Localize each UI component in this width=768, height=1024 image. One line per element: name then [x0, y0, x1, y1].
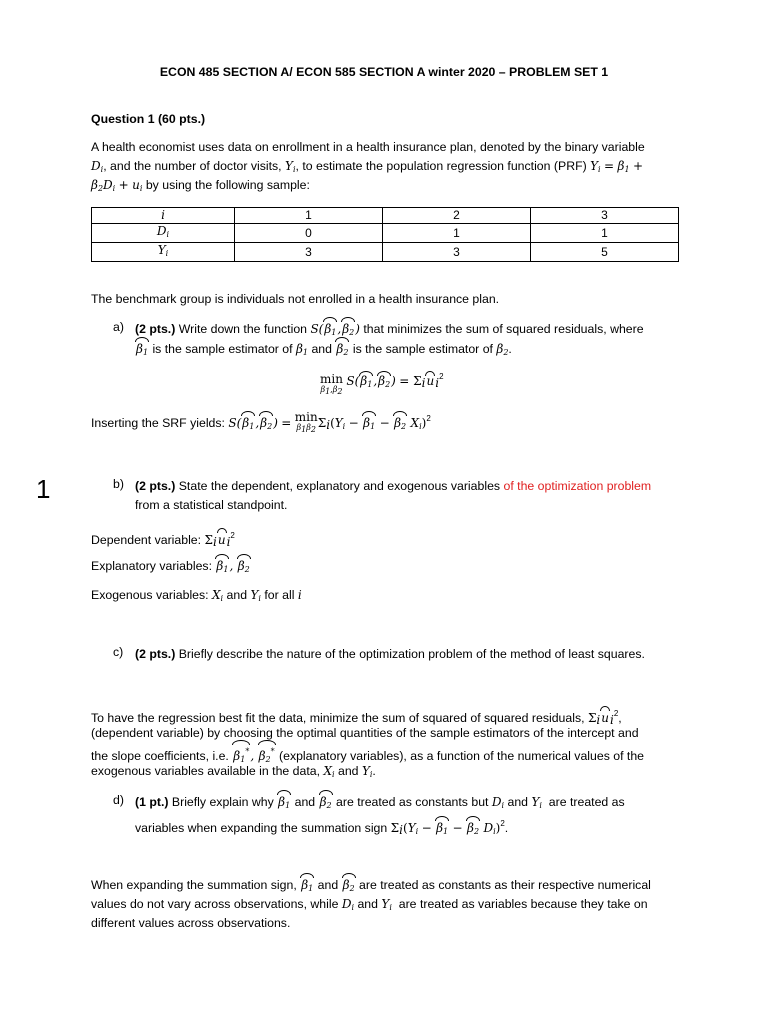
- part-c-answer-2: (dependent variable) by choosing the optimal quantities of the sample estimators of the intercept and: [91, 726, 639, 740]
- part-d-text: variables when expanding the summation sign: [135, 821, 388, 835]
- part-c-line: [135, 645, 645, 663]
- table-row-label: $Y_i$: [92, 243, 235, 262]
- part-b-line-2: from a statistical standpoint.: [135, 498, 288, 512]
- intro-line-3: $\beta_2D_i + u_i$ by using the following sample:: [91, 178, 310, 193]
- part-d-points: (1 pt.): [135, 795, 169, 809]
- table-cell: 3: [531, 208, 679, 224]
- part-b-highlight: of the optimization problem: [503, 479, 652, 493]
- part-c-text: Briefly describe the nature of the optimization problem of the method of least squares.: [178, 647, 645, 661]
- part-d-answer-text: values do not vary across observations, while: [91, 897, 339, 911]
- part-c-answer-text: exogenous variables available in the data,: [91, 764, 321, 778]
- part-a-text: is the sample estimator of: [152, 342, 293, 356]
- table-cell: 1: [383, 224, 531, 243]
- page-title: ECON 485 SECTION A/ ECON 585 SECTION A winter 2020 – PROBLEM SET 1: [159, 65, 609, 79]
- intro-text-4: by using the following sample:: [145, 178, 310, 192]
- part-d-answer-text: are treated as constants as their respective numerical: [359, 878, 651, 892]
- part-d-answer-3: different values across observations.: [91, 916, 291, 930]
- part-c-answer-text: To have the regression best fit the data, minimize the sum of squared of squared residuals,: [91, 711, 585, 725]
- explanatory-variable-line: Explanatory variables: $\beta_1$, $\beta_2$: [91, 557, 251, 579]
- intro-line-2: $D_i$, and the number of doctor visits, $Y_i$, to estimate the population regression function (PRF) $Y_i = \beta_1$ +: [91, 159, 644, 174]
- table-row-label: $D_i$: [92, 224, 235, 243]
- part-a-line-2: $\beta_1$ is the sample estimator of $\beta_1$ and $\beta_2$ is the sample estimator of $\beta_2$.: [135, 340, 512, 362]
- exogenous-tail: for all: [264, 588, 295, 602]
- part-a-text: Write down the function: [178, 322, 308, 336]
- part-a-text: and: [311, 342, 332, 356]
- exogenous-and: and: [226, 588, 248, 602]
- sample-table: [91, 207, 679, 262]
- part-c-answer-text: the slope coefficients, i.e.: [91, 749, 229, 763]
- table-row: [92, 208, 679, 224]
- part-c-answer-1: To have the regression best fit the data, minimize the sum of squared of squared residuals, $\Sigma_iu_i^2$,: [91, 709, 622, 727]
- table-cell: 3: [383, 243, 531, 262]
- table-cell: 2: [383, 208, 531, 224]
- table-row: [92, 243, 679, 262]
- part-b-line-1: [135, 477, 651, 495]
- part-b-points: (2 pts.): [135, 479, 176, 493]
- table-cell: 3: [235, 243, 383, 262]
- part-d-answer-text: are treated as variables because they take on: [398, 897, 648, 911]
- dependent-label: Dependent variable:: [91, 533, 202, 547]
- exogenous-variable-line: Exogenous variables: $X_i$ and $Y_i$ for all i: [91, 588, 302, 603]
- part-c-label: c): [113, 645, 124, 659]
- srf-prefix: Inserting the SRF yields:: [91, 416, 225, 430]
- part-d-answer-text: When expanding the summation sign,: [91, 878, 297, 892]
- benchmark-text: The benchmark group is individuals not enrolled in a health insurance plan.: [91, 292, 500, 306]
- part-b-text: State the dependent, explanatory and exogenous variables: [178, 479, 501, 493]
- part-c-answer-text: and: [337, 764, 359, 778]
- part-d-label: d): [113, 793, 124, 807]
- part-d-answer-2: values do not vary across observations, while $D_i$ and $Y_i$ are treated as variables because they take on: [91, 897, 648, 912]
- srf-line: Inserting the SRF yields: $S(\beta_1,\beta_2)$ = min $\beta_1\beta_2$ $\Sigma_i(Y_i - \beta_1 - \beta_2$ $X_i)^2$: [91, 410, 431, 434]
- intro-text-1: A health economist uses data on enrollment in a health insurance plan, denoted by the binary variable: [91, 140, 645, 154]
- part-d-line-1: (1 pt.) Briefly explain why $\beta_1$ and $\beta_2$ are treated as constants but $D_i$ and $Y_i$ are treated as: [135, 793, 625, 815]
- part-a-text: that minimizes the sum of squared residuals, where: [363, 322, 644, 336]
- exogenous-label: Exogenous variables:: [91, 588, 209, 602]
- part-d-answer-text: and: [357, 897, 378, 911]
- intro-text-3: , to estimate the population regression function (PRF): [295, 159, 587, 173]
- margin-page-number: 1: [36, 474, 51, 504]
- table-cell: 5: [531, 243, 679, 262]
- table-row-label: i: [92, 208, 235, 224]
- part-d-line-2: variables when expanding the summation sign $\Sigma_i(Y_i - \beta_1 - \beta_2$ $D_i)^2$.: [135, 815, 508, 841]
- part-c-points: (2 pts.): [135, 647, 176, 661]
- part-b-label: b): [113, 477, 124, 491]
- question-heading: Question 1 (60 pts.): [91, 112, 206, 126]
- part-c-answer-3: the slope coefficients, i.e. $\beta_1^*$, $\beta_2^*$ (explanatory variables), as a function of the numerical values of the: [91, 743, 644, 769]
- part-a-points: (2 pts.): [135, 322, 176, 336]
- part-a-text: is the sample estimator of: [352, 342, 493, 356]
- intro-line-1: [91, 138, 645, 156]
- intro-text-2: , and the number of doctor visits,: [103, 159, 282, 173]
- part-d-answer-text: and: [317, 878, 339, 892]
- min-equation: min $\beta_1,\beta_2$ $S(\beta_1,\beta_2) = \Sigma_iu_i^2$: [320, 372, 444, 396]
- part-d-text: are treated as: [548, 795, 625, 809]
- table-row: [92, 224, 679, 243]
- part-d-text: and: [507, 795, 529, 809]
- part-d-text: are treated as constants but: [336, 795, 489, 809]
- part-d-answer-1: When expanding the summation sign, $\beta_1$ and $\beta_2$ are treated as constants as their respective numerical: [91, 876, 651, 898]
- part-c-answer-text: (explanatory variables), as a function of the numerical values of the: [279, 749, 645, 763]
- part-a-label: a): [113, 320, 124, 334]
- part-d-text: Briefly explain why: [171, 795, 274, 809]
- table-cell: 1: [531, 224, 679, 243]
- table-cell: 1: [235, 208, 383, 224]
- part-a-line-1: (2 pts.) Write down the function $S(\beta_1,\beta_2)$ that minimizes the sum of squared residuals, where: [135, 320, 644, 342]
- part-d-text: and: [294, 795, 316, 809]
- explanatory-label: Explanatory variables:: [91, 559, 212, 573]
- part-c-answer-4: exogenous variables available in the data, $X_i$ and $Y_i$.: [91, 764, 376, 779]
- table-cell: 0: [235, 224, 383, 243]
- dependent-variable-line: Dependent variable: $\Sigma_iu_i^2$: [91, 531, 235, 549]
